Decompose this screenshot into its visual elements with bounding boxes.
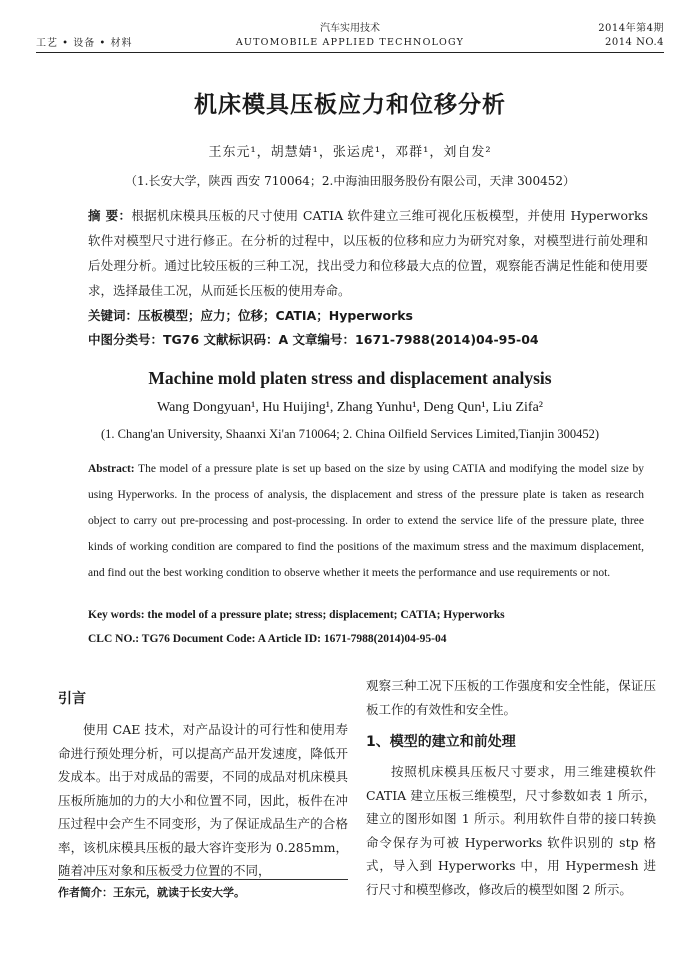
- keywords-en: Key words: the model of a pressure plate; stress; displacement; CATIA; Hyperworks: [88, 609, 505, 621]
- issue-cn: 2014年第4期: [598, 23, 664, 34]
- section-heading-model: 1、模型的建立和前处理: [366, 734, 516, 750]
- section1-text: 按照机床模具压板尺寸要求，用三维建模软件 CATIA 建立压板三维模型，尺寸参数如表 1 所示，建立的图形如图 1 所示。利用软件自带的接口转换命令保存为可被 Hyperworks 软件识别的 stp 格式，导入到 Hyperworks 中，用 Hypermesh 进行尺寸和模型修改，修改后的模型如图 2 所示。: [366, 764, 656, 897]
- journal-name-cn: 汽车实用技术: [320, 23, 380, 34]
- running-header-journal: [0, 22, 700, 50]
- keywords-cn-text: 压板模型；应力；位移；CATIA；Hyperworks: [138, 308, 413, 323]
- clc-en: CLC NO.: TG76 Document Code: A Article ID: 1671-7988(2014)04-95-04: [88, 633, 447, 645]
- footnote-divider: [58, 879, 348, 880]
- header-divider: [36, 52, 664, 53]
- abstract-en: [88, 456, 644, 586]
- section-heading-intro: 引言: [58, 691, 86, 707]
- abstract-en-label: Abstract:: [88, 463, 135, 475]
- issue-en: 2014 NO.4: [604, 37, 664, 48]
- keywords-cn-label: 关键词：: [88, 308, 139, 323]
- author-footnote: 作者简介：王东元，就读于长安大学。: [58, 886, 245, 899]
- running-header-section: 工艺 • 设备 • 材料: [36, 38, 133, 49]
- paper-title-cn: 机床模具压板应力和位移分析: [194, 92, 506, 118]
- affiliation-cn: （1.长安大学，陕西 西安 710064；2.中海油田服务股份有限公司，天津 300452）: [125, 174, 575, 188]
- intro-continued: [366, 674, 656, 721]
- intro-continued-text: 观察三种工况下压板的工作强度和安全性能，保证压板工作的有效性和安全性。: [366, 678, 656, 717]
- keywords-cn: [88, 303, 648, 328]
- authors-en: Wang Dongyuan¹, Hu Huijing¹, Zhang Yunhu¹, Deng Qun¹, Liu Zifa²: [156, 400, 543, 415]
- intro-text: 使用 CAE 技术，对产品设计的可行性和使用寿命进行预处理分析，可以提高产品开发速度，降低开发成本。出于对成品的需要，不同的成品对机床模具压板所施加的力的大小和位置不同，因此，板件在冲压过程中会产生不同变形，为了保证成品生产的合格率，该机床模具压板的最大容许变形为 0.285mm，随着冲压对象和压板受力位置的不同，: [58, 722, 348, 878]
- journal-name-en: AUTOMOBILE APPLIED TECHNOLOGY: [235, 37, 465, 48]
- abstract-en-text: The model of a pressure plate is set up based on the size by using CATIA and modifying the model size by using Hyperworks. In the process of analysis, the displacement and stress of the pressure plate is taken as research object to carry out pre-processing and post-processing. In order to extend the service life of the pressure plate, three kinds of working condition are compared to find the positions of the maximum stress and the maximum displacement, and find out the best working condition to observe whether it meets the performance and use requirements or not.: [88, 463, 644, 579]
- abstract-cn-label: 摘 要：: [88, 208, 132, 223]
- clc-cn: 中图分类号：TG76 文献标识码：A 文章编号：1671-7988(2014)04-95-04: [88, 332, 539, 347]
- paper-title-en: Machine mold platen stress and displacement analysis: [148, 368, 552, 388]
- abstract-cn: [88, 203, 648, 303]
- authors-cn: 王东元¹，胡慧婧¹，张运虎¹，邓群¹，刘自发²: [208, 145, 492, 160]
- section1-paragraph: [366, 760, 656, 901]
- running-header-issue: [598, 22, 664, 50]
- affiliation-en: (1. Chang'an University, Shaanxi Xi'an 710064; 2. China Oilfield Services Limited,Tianjin 300452): [101, 427, 599, 441]
- abstract-cn-text: 根据机床模具压板的尺寸使用 CATIA 软件建立三维可视化压板模型，并使用 Hyperworks 软件对模型尺寸进行修正。在分析的过程中，以压板的位移和应力为研究对象，对模型进行前处理和后处理分析。通过比较压板的三种工况，找出受力和位移最大点的位置，观察能否满足性能和使用要求，选择最佳工况，从而延长压板的使用寿命。: [88, 208, 648, 298]
- intro-paragraph: [58, 718, 348, 883]
